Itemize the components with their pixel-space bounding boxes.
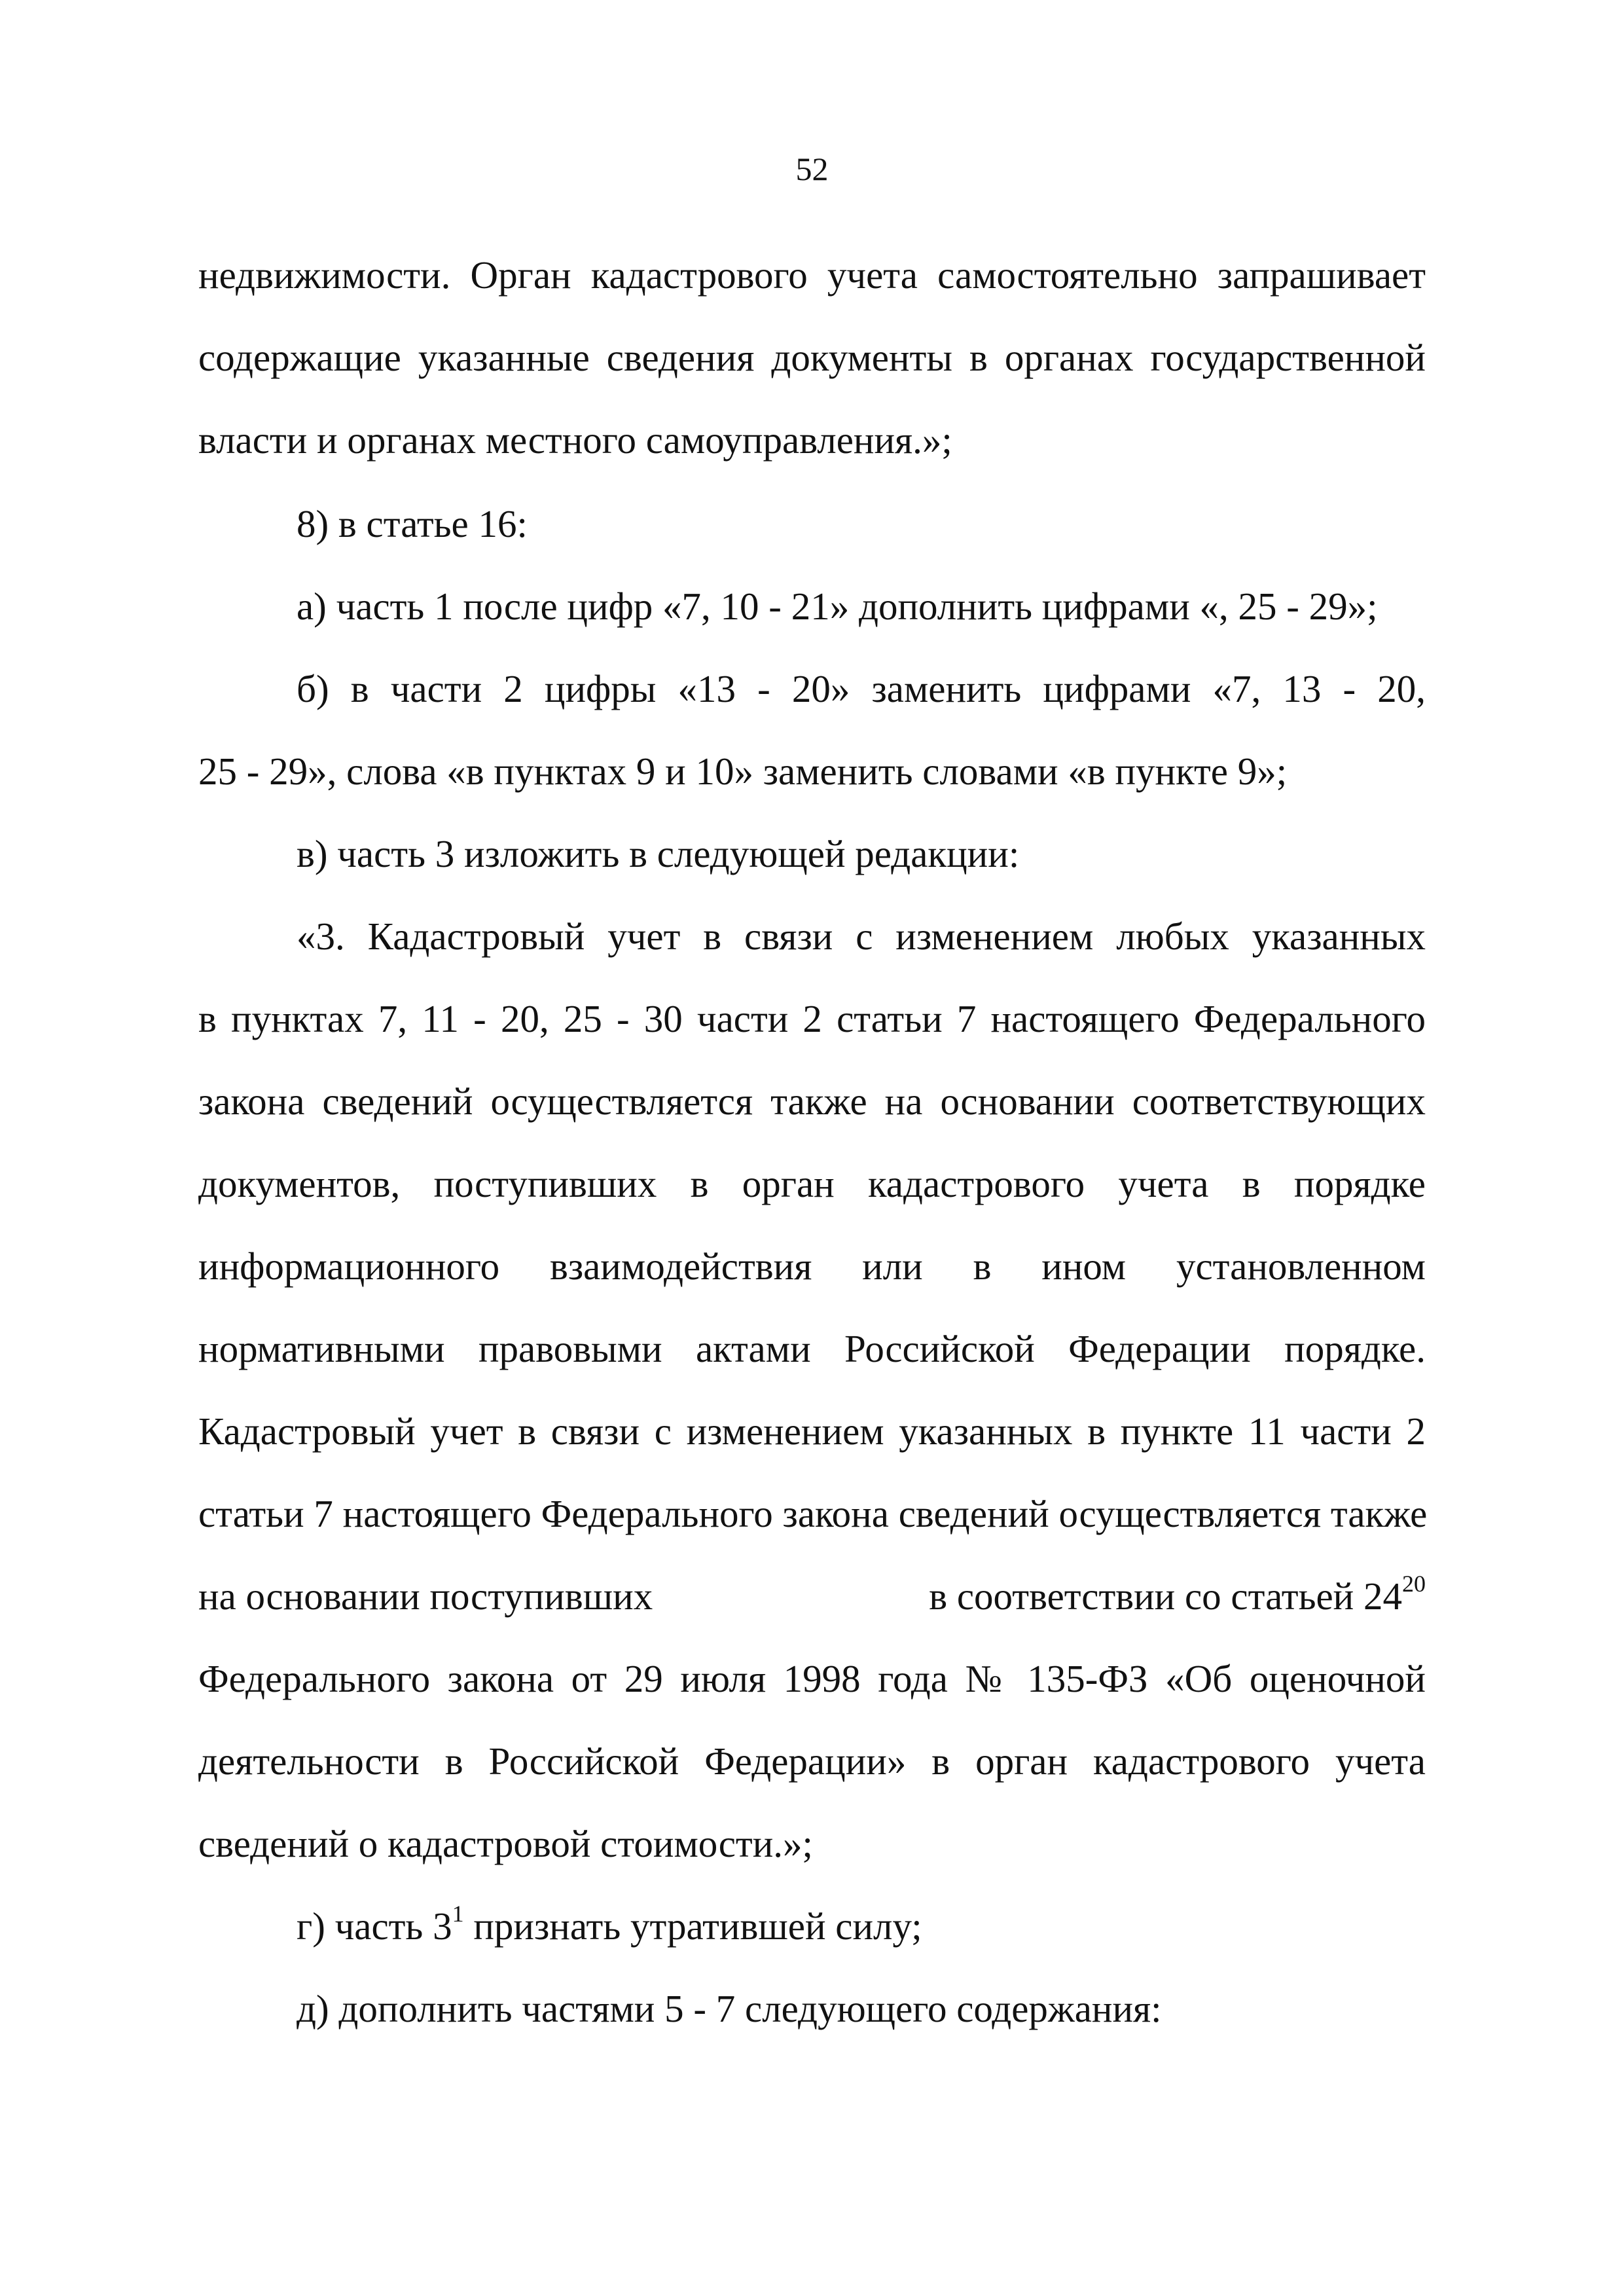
text-line: г) часть $3^1$ признать утратившей силу;	[297, 1901, 922, 1948]
text-line: в) часть 3 изложить в следующей редакции:	[297, 832, 1020, 875]
text-line: Кадастровый учет в связи с изменением указанных в пункте 11 части 2	[198, 1410, 1426, 1453]
text-line: сведений о кадастровой стоимости.»;	[198, 1822, 813, 1865]
text-line: Федерального закона от 29 июля 1998 года № 135-ФЗ «Об оценочной	[198, 1657, 1426, 1700]
text-line: документов, поступивших в орган кадастрового учета в порядке	[198, 1162, 1426, 1205]
page-number: 52	[795, 151, 829, 187]
superscript: 20	[1402, 1571, 1426, 1597]
text-line: статьи 7 настоящего Федерального закона сведений осуществляется также	[198, 1492, 1428, 1535]
text-line: содержащие указанные сведения документы в органах государственной	[198, 336, 1426, 379]
text-line: деятельности в Российской Федерации» в орган кадастрового учета	[198, 1740, 1426, 1783]
text-line: недвижимости. Орган кадастрового учета самостоятельно запрашивает	[198, 253, 1426, 297]
text-line: информационного взаимодействия или в ином установленном	[198, 1245, 1426, 1288]
text-line-with-gap	[198, 1571, 1426, 1621]
text-line: власти и органах местного самоуправления.»;	[198, 418, 952, 462]
text-line: а) часть 1 после цифр «7, 10 - 21» дополнить цифрами «, 25 - 29»;	[297, 585, 1378, 628]
superscript: 1	[452, 1901, 464, 1927]
text-line: нормативными правовыми актами Российской Федерации порядке.	[198, 1327, 1426, 1370]
text-segment: в соответствии со статьей $24^{20}$	[929, 1571, 1426, 1618]
text-line: закона сведений осуществляется также на основании соответствующих	[198, 1080, 1426, 1123]
text-line: 25 - 29», слова «в пунктах 9 и 10» заменить словами «в пункте 9»;	[198, 750, 1288, 793]
text-line: б) в части 2 цифры «13 - 20» заменить цифрами «7, 13 - 20,	[297, 667, 1426, 710]
text-line: в пунктах 7, 11 - 20, 25 - 30 части 2 статьи 7 настоящего Федерального	[198, 997, 1426, 1040]
text-line: 8) в статье 16:	[297, 502, 528, 545]
text-segment: на основании поступивших	[198, 1575, 653, 1618]
text-line: д) дополнить частями 5 - 7 следующего содержания:	[297, 1987, 1162, 2030]
text-line: «3. Кадастровый учет в связи с изменением любых указанных	[297, 915, 1426, 958]
